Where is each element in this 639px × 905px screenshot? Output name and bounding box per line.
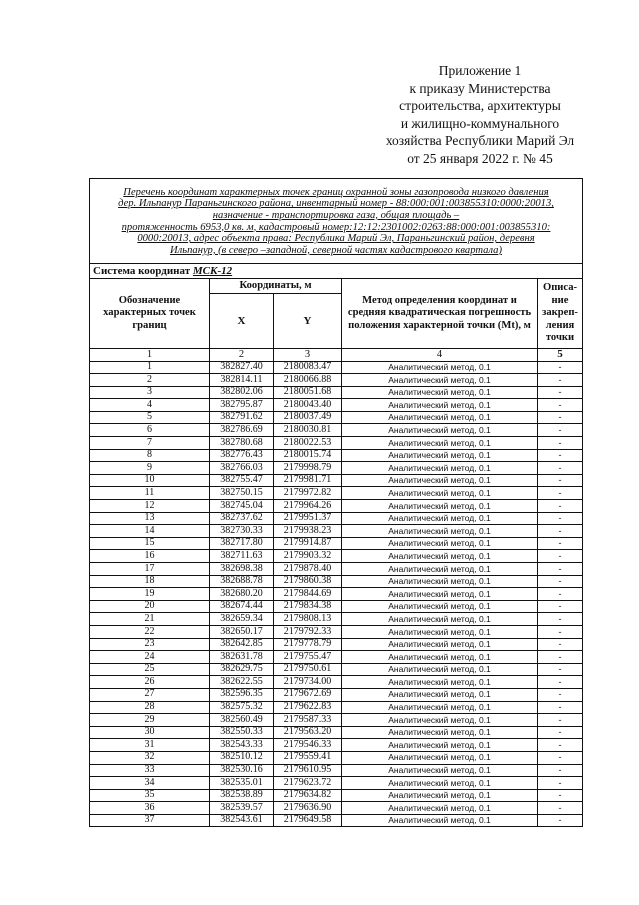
description-cell: - [538,512,583,525]
description-cell: - [538,676,583,689]
table-row [90,739,583,752]
description-cell: - [538,802,583,815]
coord-x: 382596.35 [210,688,274,701]
description-cell: - [538,361,583,374]
table-row [90,500,583,513]
description-cell: - [538,550,583,563]
table-row [90,525,583,538]
coord-y: 2179623.72 [274,777,342,790]
coord-y: 2179634.82 [274,789,342,802]
coord-x: 382539.57 [210,802,274,815]
table-row [90,462,583,475]
coord-x: 382550.33 [210,726,274,739]
header-x: X [210,294,274,349]
method-cell: Аналитический метод, 0.1 [342,688,538,701]
coord-x: 382730.33 [210,525,274,538]
coord-y: 2179844.69 [274,588,342,601]
description-cell: - [538,374,583,387]
description-cell: - [538,386,583,399]
description-cell: - [538,777,583,790]
coord-x: 382711.63 [210,550,274,563]
coord-y: 2179755.47 [274,651,342,664]
method-cell: Аналитический метод, 0.1 [342,500,538,513]
description-cell: - [538,462,583,475]
table-row [90,575,583,588]
coord-y: 2179563.20 [274,726,342,739]
description-cell: - [538,563,583,576]
description-cell: - [538,814,583,827]
table-row [90,449,583,462]
coord-y: 2179734.00 [274,676,342,689]
table-row [90,550,583,563]
point-number: 33 [90,764,210,777]
table-row [90,563,583,576]
point-number: 27 [90,688,210,701]
method-cell: Аналитический метод, 0.1 [342,789,538,802]
coord-y: 2180030.81 [274,424,342,437]
method-cell: Аналитический метод, 0.1 [342,625,538,638]
point-number: 3 [90,386,210,399]
table-row [90,714,583,727]
point-number: 17 [90,563,210,576]
column-number: 5 [538,349,583,362]
table-row [90,537,583,550]
coord-y: 2179860.38 [274,575,342,588]
coord-x: 382802.06 [210,386,274,399]
method-cell: Аналитический метод, 0.1 [342,777,538,790]
method-cell: Аналитический метод, 0.1 [342,386,538,399]
coordinate-system: Система координат МСК-12 [90,264,583,279]
coord-x: 382791.62 [210,411,274,424]
table-row [90,588,583,601]
table-row [90,487,583,500]
coord-x: 382631.78 [210,651,274,664]
coord-y: 2179622.83 [274,701,342,714]
point-number: 12 [90,500,210,513]
method-cell: Аналитический метод, 0.1 [342,462,538,475]
column-number: 1 [90,349,210,362]
table-row [90,361,583,374]
method-cell: Аналитический метод, 0.1 [342,714,538,727]
coord-y: 2180043.40 [274,399,342,412]
point-number: 7 [90,437,210,450]
method-cell: Аналитический метод, 0.1 [342,563,538,576]
header-point: Обозначение характерных точек границ [90,279,210,349]
method-cell: Аналитический метод, 0.1 [342,751,538,764]
table-row [90,663,583,676]
table-row [90,474,583,487]
description-cell: - [538,663,583,676]
point-number: 9 [90,462,210,475]
coordinates-table [89,178,583,827]
table-row [90,600,583,613]
description-cell: - [538,537,583,550]
coord-y: 2180066.88 [274,374,342,387]
coord-x: 382680.20 [210,588,274,601]
header-method: Метод определения координат и средняя квадратическая погрешность положения характерной точки (Mt), м [342,279,538,349]
coord-x: 382780.68 [210,437,274,450]
table-row [90,802,583,815]
coord-x: 382717.80 [210,537,274,550]
method-cell: Аналитический метод, 0.1 [342,374,538,387]
coord-y: 2179750.61 [274,663,342,676]
coord-x: 382766.03 [210,462,274,475]
coord-y: 2179903.32 [274,550,342,563]
description-cell: - [538,625,583,638]
method-cell: Аналитический метод, 0.1 [342,676,538,689]
coord-y: 2179938.23 [274,525,342,538]
coord-y: 2180015.74 [274,449,342,462]
method-cell: Аналитический метод, 0.1 [342,651,538,664]
method-cell: Аналитический метод, 0.1 [342,701,538,714]
coord-x: 382530.16 [210,764,274,777]
table-row [90,437,583,450]
table-row [90,701,583,714]
method-cell: Аналитический метод, 0.1 [342,411,538,424]
point-number: 5 [90,411,210,424]
point-number: 10 [90,474,210,487]
table-row [90,613,583,626]
description-cell: - [538,474,583,487]
coord-y: 2179834.38 [274,600,342,613]
appendix-line: хозяйства Республики Марий Эл [385,133,575,149]
coord-y: 2179559.41 [274,751,342,764]
coord-y: 2179998.79 [274,462,342,475]
coord-y: 2179808.13 [274,613,342,626]
coord-y: 2179649.58 [274,814,342,827]
header-description: Описа- ние закреп- ления точки [538,279,583,349]
method-cell: Аналитический метод, 0.1 [342,512,538,525]
point-number: 20 [90,600,210,613]
point-number: 18 [90,575,210,588]
header-coordinates: Координаты, м [210,279,342,294]
column-number: 3 [274,349,342,362]
coord-x: 382698.38 [210,563,274,576]
point-number: 30 [90,726,210,739]
point-number: 36 [90,802,210,815]
table-row [90,688,583,701]
coord-y: 2180051.68 [274,386,342,399]
description-cell: - [538,726,583,739]
coord-x: 382750.15 [210,487,274,500]
method-cell: Аналитический метод, 0.1 [342,474,538,487]
column-number-row [90,349,583,362]
description-cell: - [538,651,583,664]
description-cell: - [538,751,583,764]
table-row [90,411,583,424]
description-cell: - [538,613,583,626]
coord-y: 2179792.33 [274,625,342,638]
method-cell: Аналитический метод, 0.1 [342,537,538,550]
coord-y: 2180037.49 [274,411,342,424]
appendix-header [360,62,600,168]
header-y: Y [274,294,342,349]
appendix-line: от 25 января 2022 г. № 45 [407,150,553,166]
description-cell: - [538,588,583,601]
description-cell: - [538,764,583,777]
column-number: 4 [342,349,538,362]
description-cell: - [538,500,583,513]
method-cell: Аналитический метод, 0.1 [342,739,538,752]
point-number: 31 [90,739,210,752]
description-cell: - [538,575,583,588]
description-cell: - [538,424,583,437]
coord-x: 382622.55 [210,676,274,689]
coord-x: 382560.49 [210,714,274,727]
coord-x: 382510.12 [210,751,274,764]
table-row [90,814,583,827]
description-cell: - [538,449,583,462]
point-number: 24 [90,651,210,664]
appendix-line: к приказу Министерства [409,80,551,96]
coord-y: 2179964.26 [274,500,342,513]
description-cell: - [538,638,583,651]
point-number: 37 [90,814,210,827]
point-number: 16 [90,550,210,563]
table-title: Перечень координат характерных точек границ охранной зоны газопровода низкого давления дер. Ильпанур Параньгинского района, инвентарный номер - 88:000:001:003855310:0000:20013, назначение - транспортировка газа, общая площадь – протяженность 6953,0 кв. м, кадастровый номер:12:12:2301002:0263:88:000:001:003855310: 0000:20013, адрес объекта права: Республика Марий Эл, Параньгинский район, деревня Ильпанур, (в северо –западной, северной частях кадастрового квартала) [90,179,583,264]
table-row [90,625,583,638]
point-number: 2 [90,374,210,387]
table-row [90,751,583,764]
point-number: 6 [90,424,210,437]
description-cell: - [538,688,583,701]
description-cell: - [538,411,583,424]
table-row [90,789,583,802]
coord-y: 2179636.90 [274,802,342,815]
description-cell: - [538,487,583,500]
method-cell: Аналитический метод, 0.1 [342,525,538,538]
method-cell: Аналитический метод, 0.1 [342,575,538,588]
table-row [90,651,583,664]
coord-y: 2179951.37 [274,512,342,525]
description-cell: - [538,789,583,802]
appendix-line: строительства, архитектуры [399,98,561,114]
coord-x: 382543.61 [210,814,274,827]
coord-y: 2179914.87 [274,537,342,550]
coord-y: 2179778.79 [274,638,342,651]
coord-y: 2179878.40 [274,563,342,576]
coord-x: 382827.40 [210,361,274,374]
coord-x: 382543.33 [210,739,274,752]
coord-y: 2179972.82 [274,487,342,500]
coord-x: 382786.69 [210,424,274,437]
point-number: 23 [90,638,210,651]
coordinates-table-block [89,178,582,827]
table-row [90,676,583,689]
coord-x: 382745.04 [210,500,274,513]
method-cell: Аналитический метод, 0.1 [342,802,538,815]
point-number: 8 [90,449,210,462]
coord-x: 382755.47 [210,474,274,487]
coord-x: 382642.85 [210,638,274,651]
appendix-line: и жилищно-коммунального [400,115,560,131]
description-cell: - [538,714,583,727]
description-cell: - [538,600,583,613]
point-number: 29 [90,714,210,727]
appendix-line: Приложение 1 [438,63,522,78]
method-cell: Аналитический метод, 0.1 [342,600,538,613]
coord-x: 382737.62 [210,512,274,525]
description-cell: - [538,399,583,412]
method-cell: Аналитический метод, 0.1 [342,613,538,626]
table-row [90,726,583,739]
coord-x: 382674.44 [210,600,274,613]
point-number: 34 [90,777,210,790]
method-cell: Аналитический метод, 0.1 [342,764,538,777]
point-number: 22 [90,625,210,638]
method-cell: Аналитический метод, 0.1 [342,437,538,450]
method-cell: Аналитический метод, 0.1 [342,550,538,563]
table-row [90,638,583,651]
table-row [90,777,583,790]
point-number: 32 [90,751,210,764]
method-cell: Аналитический метод, 0.1 [342,638,538,651]
description-cell: - [538,739,583,752]
point-number: 21 [90,613,210,626]
table-row [90,512,583,525]
coord-x: 382795.87 [210,399,274,412]
method-cell: Аналитический метод, 0.1 [342,424,538,437]
point-number: 15 [90,537,210,550]
method-cell: Аналитический метод, 0.1 [342,399,538,412]
table-row [90,424,583,437]
method-cell: Аналитический метод, 0.1 [342,726,538,739]
coord-x: 382538.89 [210,789,274,802]
coord-y: 2180022.53 [274,437,342,450]
table-row [90,386,583,399]
coord-y: 2179610.95 [274,764,342,777]
coord-y: 2179587.33 [274,714,342,727]
method-cell: Аналитический метод, 0.1 [342,487,538,500]
point-number: 25 [90,663,210,676]
point-number: 11 [90,487,210,500]
point-number: 26 [90,676,210,689]
coord-x: 382659.34 [210,613,274,626]
point-number: 19 [90,588,210,601]
coord-x: 382814.11 [210,374,274,387]
table-row [90,764,583,777]
point-number: 28 [90,701,210,714]
coord-y: 2179672.69 [274,688,342,701]
method-cell: Аналитический метод, 0.1 [342,588,538,601]
method-cell: Аналитический метод, 0.1 [342,449,538,462]
coord-x: 382535.01 [210,777,274,790]
column-number: 2 [210,349,274,362]
method-cell: Аналитический метод, 0.1 [342,663,538,676]
point-number: 1 [90,361,210,374]
table-row [90,374,583,387]
description-cell: - [538,437,583,450]
coord-y: 2179981.71 [274,474,342,487]
point-number: 13 [90,512,210,525]
point-number: 14 [90,525,210,538]
coord-x: 382575.32 [210,701,274,714]
coord-x: 382776.43 [210,449,274,462]
point-number: 4 [90,399,210,412]
description-cell: - [538,701,583,714]
coord-y: 2179546.33 [274,739,342,752]
coord-y: 2180083.47 [274,361,342,374]
table-row [90,399,583,412]
coord-x: 382650.17 [210,625,274,638]
coord-x: 382688.78 [210,575,274,588]
description-cell: - [538,525,583,538]
point-number: 35 [90,789,210,802]
method-cell: Аналитический метод, 0.1 [342,814,538,827]
method-cell: Аналитический метод, 0.1 [342,361,538,374]
coord-x: 382629.75 [210,663,274,676]
